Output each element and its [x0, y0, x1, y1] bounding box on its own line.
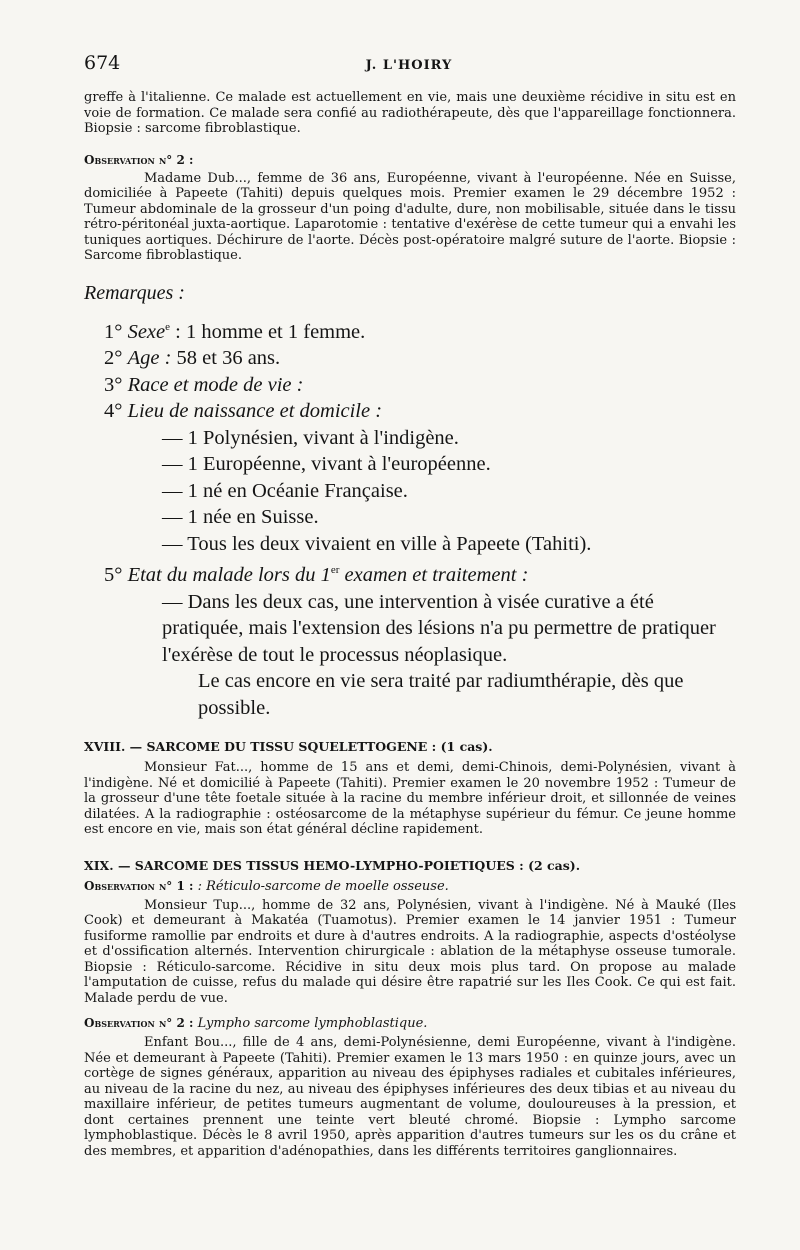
observation-2-text: Madame Dub..., femme de 36 ans, Européenne, vivant à l'européenne. Née en Suisse, domiciliée à Papeete (Tahiti) depuis quelques mois. Premier examen le 29 décembre 1952 : Tumeur abdominale de la grosseur d'un poing d'adulte, dure, non mobilisable, située dans le tissu rétro-péritonéal juxta-aortique. Laparotomie : tentative d'exérèse de cette tumeur qui a envahi les tuniques aortiques. Déchirure de l'aorte. Décès post-opératoire malgré suture de l'aorte. Biopsie : Sarcome fibroblastique.	[84, 170, 736, 263]
page-number: 674	[84, 52, 121, 74]
remark-1-number: 1°	[104, 320, 123, 343]
remark-4-line: — 1 Européenne, vivant à l'européenne.	[162, 453, 491, 476]
remark-2-number: 2°	[104, 347, 123, 370]
obs1-title: : Réticulo-sarcome de moelle osseuse.	[197, 878, 449, 894]
section-19-obs2-text: Enfant Bou..., fille de 4 ans, demi-Polynésienne, demi Européenne, vivant à l'indigène. Née et demeurant à Papeete (Tahiti). Premier examen le 13 mars 1950 : en quinze jours, avec un cortège de signes généraux, apparition au niveau des épiphyses radiales et cubitales inférieures, au niveau de la racine du nez, au niveau des épiphyses inférieures des deux tibias et au niveau du maxillaire inférieur, de petites tumeurs augmentant de volume, douloureuses à la pression, et dont certaines prennent une teinte vert bleuté chromé. Biopsie : Lympho sarcome lymphoblastique. Décès le 8 avril 1950, après apparition d'autres tumeurs sur les os du crâne et des membres, et apparition d'adénopathies, dans les différents territoires ganglionnaires.	[84, 1035, 736, 1159]
section-18-heading: XVIII. — SARCOME DU TISSU SQUELETTOGENE : (1 cas).	[84, 739, 493, 755]
remark-item-1	[84, 314, 736, 345]
remark-item-3	[84, 372, 736, 399]
remark-4-line: — Tous les deux vivaient en ville à Papeete (Tahiti).	[162, 532, 592, 555]
running-title: J. L'HOIRY	[365, 58, 453, 73]
remark-item-4	[84, 398, 736, 425]
page-body	[84, 90, 736, 1159]
section-19-heading: XIX. — SARCOME DES TISSUS HEMO-LYMPHO-POIETIQUES : (2 cas).	[84, 857, 581, 873]
remark-3-number: 3°	[104, 373, 123, 396]
remark-1-sup: e	[165, 321, 171, 333]
remarks-block	[84, 280, 736, 722]
remark-5-paragraph-2: Le cas encore en vie sera traité par radiumthérapie, dès que possible.	[198, 670, 684, 719]
remark-5-paragraph-1: — Dans les deux cas, une intervention à visée curative a été pratiquée, mais l'extension des lésions n'a pu permettre de pratiquer l'exérèse de tout le processus néoplasique.	[162, 590, 716, 666]
remark-1-rest: : 1 homme et 1 femme.	[175, 320, 366, 343]
remark-4-line: — 1 née en Suisse.	[162, 506, 319, 529]
remark-1-label: Sexe	[127, 320, 166, 343]
remark-4-line: — 1 né en Océanie Française.	[162, 479, 408, 502]
obs1-label: Observation n° 1 :	[84, 878, 194, 893]
remark-5-number: 5°	[104, 564, 123, 587]
section-19-obs2-heading	[84, 1016, 736, 1031]
observation-2-heading: Observation n° 2 :	[84, 152, 194, 167]
remark-4-line: — 1 Polynésien, vivant à l'indigène.	[162, 426, 459, 449]
section-19-obs1-text: Monsieur Tup..., homme de 32 ans, Polynésien, vivant à l'indigène. Né à Mauké (Iles Cook) et demeurant à Makatéa (Tuamotus). Premier examen le 14 janvier 1951 : Tumeur fusiforme ramollie par endroits et dure à d'autres endroits. A la radiographie, aspects d'ostéolyse et d'ossification alternés. Intervention chirurgicale : ablation de la métaphyse osseuse tumorale. Biopsie : Réticulo-sarcome. Récidive in situ deux mois plus tard. On propose au malade l'amputation de cuisse, refus du malade qui désire être rapatrié sur les Iles Cook. Ce qui est fait. Malade perdu de vue.	[84, 897, 736, 1006]
page-header	[84, 52, 734, 82]
remark-5-label-a: Etat du malade lors du 1	[127, 564, 331, 587]
section-18-text: Monsieur Fat..., homme de 15 ans et demi, demi-Chinois, demi-Polynésien, vivant à l'indigène. Né et domicilié à Papeete (Tahiti). Premier examen le 20 novembre 1952 : Tumeur de la grosseur d'une tête foetale située à la racine du membre inférieur droit, et sillonnée de veines dilatées. A la radiographie : ostéosarcome de la métaphyse supérieur du fémur. Ce jeune homme est encore en vie, mais son état général décline rapidement.	[84, 760, 736, 838]
obs2-label: Observation n° 2 :	[84, 1016, 194, 1031]
section-19-obs1-heading	[84, 879, 736, 894]
remark-4-number: 4°	[104, 400, 123, 423]
remark-2-rest: 58 et 36 ans.	[176, 347, 281, 370]
remark-5-sup: er	[330, 564, 340, 577]
remark-item-2	[84, 345, 736, 372]
remark-item-5	[84, 557, 736, 588]
remark-4-label: Lieu de naissance et domicile :	[127, 400, 383, 423]
remark-2-label: Age :	[127, 347, 172, 370]
remark-5-label-b: examen et traitement :	[344, 564, 529, 587]
obs2-title: Lympho sarcome lymphoblastique.	[197, 1016, 428, 1032]
remark-3-label: Race et mode de vie :	[127, 373, 304, 396]
intro-paragraph: greffe à l'italienne. Ce malade est actuellement en vie, mais une deuxième récidive in situ est en voie de formation. Ce malade sera confié au radiothérapeute, dès que l'appareillage fonctionnera. Biopsie : sarcome fibroblastique.	[84, 90, 736, 136]
remarks-heading: Remarques :	[84, 281, 185, 304]
